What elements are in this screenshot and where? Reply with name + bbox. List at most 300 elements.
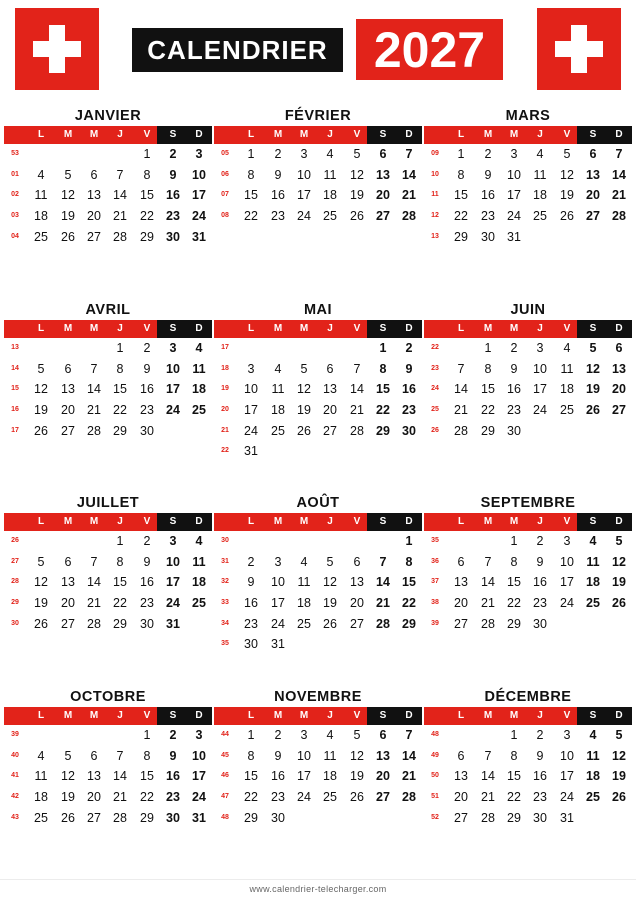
weekday-label: M [483, 710, 493, 721]
weekend-day: 21 [612, 188, 626, 203]
week-row [424, 400, 632, 421]
weekend-day: 14 [376, 575, 390, 590]
weekend-day: 17 [166, 382, 180, 397]
day-cell: 1 [484, 341, 492, 355]
week-number: 04 [11, 232, 19, 240]
day-cell: 11 [323, 748, 337, 763]
week-number: 16 [11, 406, 19, 414]
weekday-label: S [379, 323, 387, 334]
weekend-day: 28 [402, 790, 416, 805]
weekday-label: J [117, 323, 123, 334]
week-row [214, 787, 422, 808]
weekend-day: 25 [192, 403, 206, 418]
weekday-label: M [273, 323, 283, 334]
day-cell: 13 [61, 382, 75, 397]
week-row [214, 400, 422, 421]
weekend-day: 5 [615, 728, 623, 742]
week-row [424, 379, 632, 400]
week-row [424, 206, 632, 227]
day-cell: 15 [481, 382, 495, 397]
weekday-label: M [273, 710, 283, 721]
weekday-label: S [589, 710, 597, 721]
day-cell: 12 [61, 188, 75, 203]
weekend-day: 30 [166, 229, 180, 244]
day-cell: 30 [481, 229, 495, 244]
day-cell: 30 [140, 616, 154, 631]
weekend-day: 8 [405, 554, 413, 569]
day-cell: 25 [34, 229, 48, 244]
month-block [4, 106, 212, 247]
day-cell: 17 [507, 188, 521, 203]
day-cell: 21 [87, 403, 101, 418]
weekend-day: 2 [169, 728, 177, 742]
weekend-day: 30 [166, 810, 180, 825]
day-cell: 1 [143, 147, 151, 161]
day-cell: 17 [560, 575, 574, 590]
week-row [4, 338, 212, 359]
weekend-day: 31 [166, 616, 180, 631]
day-cell: 19 [350, 188, 364, 203]
week-number: 17 [11, 426, 19, 434]
day-cell: 31 [507, 229, 521, 244]
weekday-label: S [379, 710, 387, 721]
weekday-label: S [589, 516, 597, 527]
weekend-day: 18 [586, 769, 600, 784]
weekday-label: S [379, 129, 387, 140]
weekend-day: 27 [376, 790, 390, 805]
day-cell: 3 [300, 728, 308, 742]
weekday-label: S [169, 516, 177, 527]
weekday-label: J [537, 710, 543, 721]
day-cell: 11 [297, 575, 311, 590]
weekend-day: 8 [379, 361, 387, 376]
weekend-day: 16 [166, 188, 180, 203]
week-row [4, 206, 212, 227]
weekend-day: 10 [166, 554, 180, 569]
week-row [424, 614, 632, 635]
day-cell: 20 [61, 596, 75, 611]
weekday-header [4, 513, 212, 531]
weekend-day: 3 [195, 147, 203, 161]
day-cell: 19 [61, 790, 75, 805]
day-cell: 20 [454, 790, 468, 805]
day-cell: 5 [353, 728, 361, 742]
week-number-header [424, 126, 450, 144]
day-cell: 4 [300, 554, 308, 569]
day-cell: 13 [454, 575, 468, 590]
week-row [4, 165, 212, 186]
week-number-header [4, 320, 30, 338]
week-row [424, 808, 632, 829]
weekday-label: D [195, 129, 203, 140]
week-row [424, 144, 632, 165]
weekend-day: 11 [192, 554, 206, 569]
day-cell: 26 [34, 616, 48, 631]
weekday-label: D [615, 516, 623, 527]
week-number: 39 [11, 731, 19, 738]
weekday-label: M [509, 323, 519, 334]
weekend-day: 28 [402, 209, 416, 224]
day-cell: 15 [113, 382, 127, 397]
weekend-day: 23 [166, 209, 180, 224]
day-cell: 3 [563, 728, 571, 742]
weekend-day: 4 [195, 341, 203, 355]
day-cell: 14 [113, 769, 127, 784]
day-cell: 11 [34, 188, 48, 203]
weekend-day: 7 [615, 147, 623, 161]
day-cell: 10 [297, 748, 311, 763]
weekday-label: J [537, 129, 543, 140]
weekday-label: J [327, 129, 333, 140]
week-number: 50 [431, 772, 439, 780]
day-cell: 24 [560, 790, 574, 805]
day-cell: 18 [34, 209, 48, 224]
day-cell: 6 [353, 554, 361, 569]
month-block [424, 300, 632, 441]
week-number: 35 [221, 640, 229, 648]
weekday-label: V [353, 129, 361, 140]
weekend-day: 13 [376, 167, 390, 182]
week-row [214, 634, 422, 655]
weekday-label: L [457, 710, 465, 721]
weekend-day: 24 [192, 209, 206, 224]
day-cell: 9 [536, 748, 544, 763]
weekend-day: 27 [376, 209, 390, 224]
day-cell: 17 [533, 382, 547, 397]
week-row [214, 746, 422, 767]
day-cell: 14 [87, 575, 101, 590]
day-cell: 22 [140, 209, 154, 224]
week-row [424, 227, 632, 248]
day-cell: 4 [37, 167, 45, 182]
day-cell: 10 [560, 748, 574, 763]
day-cell: 16 [140, 382, 154, 397]
day-cell: 9 [274, 167, 282, 182]
weekday-label: M [63, 710, 73, 721]
day-cell: 17 [271, 596, 285, 611]
month-name: MAI [303, 302, 333, 318]
weekday-label: D [615, 323, 623, 334]
week-number-header [424, 513, 450, 531]
weeks-list [214, 725, 422, 828]
week-row [214, 185, 422, 206]
day-cell: 6 [457, 554, 465, 569]
day-cell: 3 [510, 147, 518, 161]
week-row [214, 531, 422, 552]
weekend-day: 19 [586, 382, 600, 397]
day-cell: 16 [533, 575, 547, 590]
day-cell: 11 [34, 769, 48, 784]
day-cell: 1 [143, 728, 151, 742]
week-number: 30 [11, 619, 19, 627]
week-number: 08 [221, 212, 229, 220]
weekend-day: 6 [379, 728, 387, 742]
day-cell: 2 [247, 554, 255, 569]
day-cell: 11 [533, 167, 547, 182]
weekend-day: 21 [402, 769, 416, 784]
day-cell: 30 [244, 637, 258, 652]
day-cell: 8 [116, 361, 124, 376]
day-cell: 12 [323, 575, 337, 590]
week-number: 15 [11, 385, 19, 393]
day-cell: 21 [454, 403, 468, 418]
day-cell: 27 [350, 616, 364, 631]
week-row [4, 531, 212, 552]
weekend-day: 4 [589, 534, 597, 548]
day-cell: 14 [113, 188, 127, 203]
weekday-label: V [563, 516, 571, 527]
day-cell: 5 [300, 361, 308, 376]
weekend-day: 5 [615, 534, 623, 548]
weeks-list [4, 725, 212, 828]
weekday-label: V [143, 710, 151, 721]
weekday-label: M [483, 129, 493, 140]
day-cell: 8 [143, 167, 151, 182]
month-block [214, 687, 422, 828]
day-cell: 20 [87, 209, 101, 224]
day-cell: 23 [140, 403, 154, 418]
day-cell: 29 [481, 423, 495, 438]
weekend-day: 19 [612, 769, 626, 784]
day-cell: 18 [560, 382, 574, 397]
day-cell: 19 [34, 596, 48, 611]
footer-divider [0, 879, 636, 880]
day-cell: 10 [297, 167, 311, 182]
day-cell: 21 [350, 403, 364, 418]
month-block [4, 493, 212, 634]
day-cell: 25 [271, 423, 285, 438]
weekday-label: J [117, 710, 123, 721]
month-block [214, 106, 422, 227]
weekday-header [424, 126, 632, 144]
weekend-day: 24 [166, 403, 180, 418]
day-cell: 23 [271, 209, 285, 224]
weekend-day: 4 [589, 728, 597, 742]
weeks-list [4, 338, 212, 441]
month-block [214, 493, 422, 655]
week-number: 20 [221, 406, 229, 414]
day-cell: 31 [560, 810, 574, 825]
day-cell: 5 [64, 167, 72, 182]
day-cell: 26 [34, 423, 48, 438]
day-cell: 27 [454, 810, 468, 825]
day-cell: 30 [507, 423, 521, 438]
day-cell: 26 [560, 209, 574, 224]
day-cell: 21 [481, 596, 495, 611]
day-cell: 14 [481, 769, 495, 784]
day-cell: 7 [116, 167, 124, 182]
day-cell: 25 [560, 403, 574, 418]
year-badge: 2027 [356, 19, 503, 80]
weekend-day: 22 [376, 403, 390, 418]
day-cell: 22 [113, 403, 127, 418]
month-name: AVRIL [85, 302, 131, 318]
week-row [4, 746, 212, 767]
weeks-list [214, 144, 422, 227]
day-cell: 5 [326, 554, 334, 569]
weekend-day: 1 [379, 341, 387, 355]
week-row [214, 808, 422, 829]
weekday-label: J [327, 710, 333, 721]
day-cell: 7 [353, 361, 361, 376]
weekend-day: 23 [166, 790, 180, 805]
weekday-label: D [405, 710, 413, 721]
day-cell: 2 [536, 728, 544, 742]
day-cell: 5 [353, 147, 361, 161]
week-number-header [214, 126, 240, 144]
day-cell: 20 [61, 403, 75, 418]
day-cell: 12 [34, 575, 48, 590]
weekday-label: L [247, 129, 255, 140]
week-number: 33 [221, 599, 229, 607]
day-cell: 24 [297, 790, 311, 805]
weekend-day: 26 [586, 403, 600, 418]
day-cell: 26 [350, 790, 364, 805]
day-cell: 16 [507, 382, 521, 397]
weekend-day: 25 [192, 596, 206, 611]
day-cell: 3 [536, 341, 544, 355]
weekday-label: V [563, 129, 571, 140]
day-cell: 14 [87, 382, 101, 397]
week-number: 41 [11, 772, 19, 780]
week-row [424, 421, 632, 442]
week-number: 26 [11, 537, 19, 544]
week-number: 24 [431, 385, 439, 393]
day-cell: 23 [271, 790, 285, 805]
day-cell: 9 [510, 361, 518, 376]
week-row [214, 614, 422, 635]
weeks-list [4, 531, 212, 634]
week-row [424, 593, 632, 614]
week-number: 28 [11, 578, 19, 586]
weekday-label: L [37, 323, 45, 334]
day-cell: 7 [484, 554, 492, 569]
weekend-day: 11 [586, 554, 600, 569]
weekday-label: M [89, 129, 99, 140]
day-cell: 10 [271, 575, 285, 590]
week-row [214, 359, 422, 380]
week-number: 19 [221, 385, 229, 393]
week-number: 29 [11, 599, 19, 607]
swiss-flag-right [537, 8, 621, 90]
week-row [4, 359, 212, 380]
weekend-day: 7 [379, 554, 387, 569]
week-row [424, 725, 632, 746]
week-row [424, 165, 632, 186]
week-number: 07 [221, 191, 229, 199]
week-number: 30 [221, 537, 229, 544]
day-cell: 13 [87, 769, 101, 784]
week-number: 09 [431, 150, 439, 157]
week-number: 27 [11, 557, 19, 565]
weeks-list [4, 144, 212, 247]
day-cell: 27 [61, 423, 75, 438]
day-cell: 27 [87, 810, 101, 825]
day-cell: 12 [350, 167, 364, 182]
day-cell: 29 [113, 423, 127, 438]
week-number-header [424, 707, 450, 725]
weekend-day: 13 [376, 748, 390, 763]
week-number: 13 [11, 344, 19, 351]
day-cell: 22 [507, 596, 521, 611]
weekday-label: M [483, 323, 493, 334]
month-block [4, 687, 212, 828]
weekend-day: 18 [586, 575, 600, 590]
day-cell: 3 [247, 361, 255, 376]
month-block [424, 493, 632, 634]
weekend-day: 6 [615, 341, 623, 355]
weekend-day: 20 [376, 188, 390, 203]
day-cell: 18 [271, 403, 285, 418]
day-cell: 30 [271, 810, 285, 825]
weekday-label: M [483, 516, 493, 527]
weekend-day: 9 [169, 167, 177, 182]
day-cell: 12 [61, 769, 75, 784]
week-row [214, 572, 422, 593]
weekend-day: 17 [192, 769, 206, 784]
week-number: 52 [431, 813, 439, 821]
week-number: 40 [11, 751, 19, 759]
day-cell: 8 [247, 167, 255, 182]
weekday-label: S [169, 323, 177, 334]
weekend-day: 3 [169, 341, 177, 355]
weekday-label: M [509, 516, 519, 527]
day-cell: 15 [140, 188, 154, 203]
week-row [4, 572, 212, 593]
day-cell: 2 [510, 341, 518, 355]
day-cell: 29 [140, 229, 154, 244]
week-number: 23 [431, 364, 439, 372]
day-cell: 24 [560, 596, 574, 611]
week-number-header [214, 707, 240, 725]
day-cell: 10 [507, 167, 521, 182]
week-number-header [4, 513, 30, 531]
day-cell: 20 [454, 596, 468, 611]
weekday-label: J [327, 323, 333, 334]
day-cell: 8 [510, 554, 518, 569]
weekend-day: 15 [376, 382, 390, 397]
day-cell: 8 [510, 748, 518, 763]
week-number: 48 [221, 813, 229, 821]
day-cell: 24 [297, 209, 311, 224]
day-cell: 24 [244, 423, 258, 438]
day-cell: 11 [560, 361, 574, 376]
day-cell: 18 [323, 188, 337, 203]
weekend-day: 4 [195, 534, 203, 548]
week-row [4, 185, 212, 206]
weekend-day: 22 [402, 596, 416, 611]
day-cell: 21 [113, 209, 127, 224]
day-cell: 22 [244, 790, 258, 805]
week-number-header [214, 513, 240, 531]
weekday-label: M [89, 323, 99, 334]
day-cell: 2 [274, 728, 282, 742]
day-cell: 9 [536, 554, 544, 569]
weekend-day: 27 [586, 209, 600, 224]
week-number: 43 [11, 813, 19, 821]
day-cell: 23 [481, 209, 495, 224]
weekend-day: 20 [612, 382, 626, 397]
month-name: MARS [505, 108, 551, 124]
day-cell: 16 [271, 188, 285, 203]
week-row [4, 766, 212, 787]
weekend-day: 17 [192, 188, 206, 203]
weeks-list [424, 531, 632, 634]
day-cell: 16 [271, 769, 285, 784]
month-name: SEPTEMBRE [480, 495, 576, 511]
week-number: 05 [221, 150, 229, 157]
week-row [4, 593, 212, 614]
